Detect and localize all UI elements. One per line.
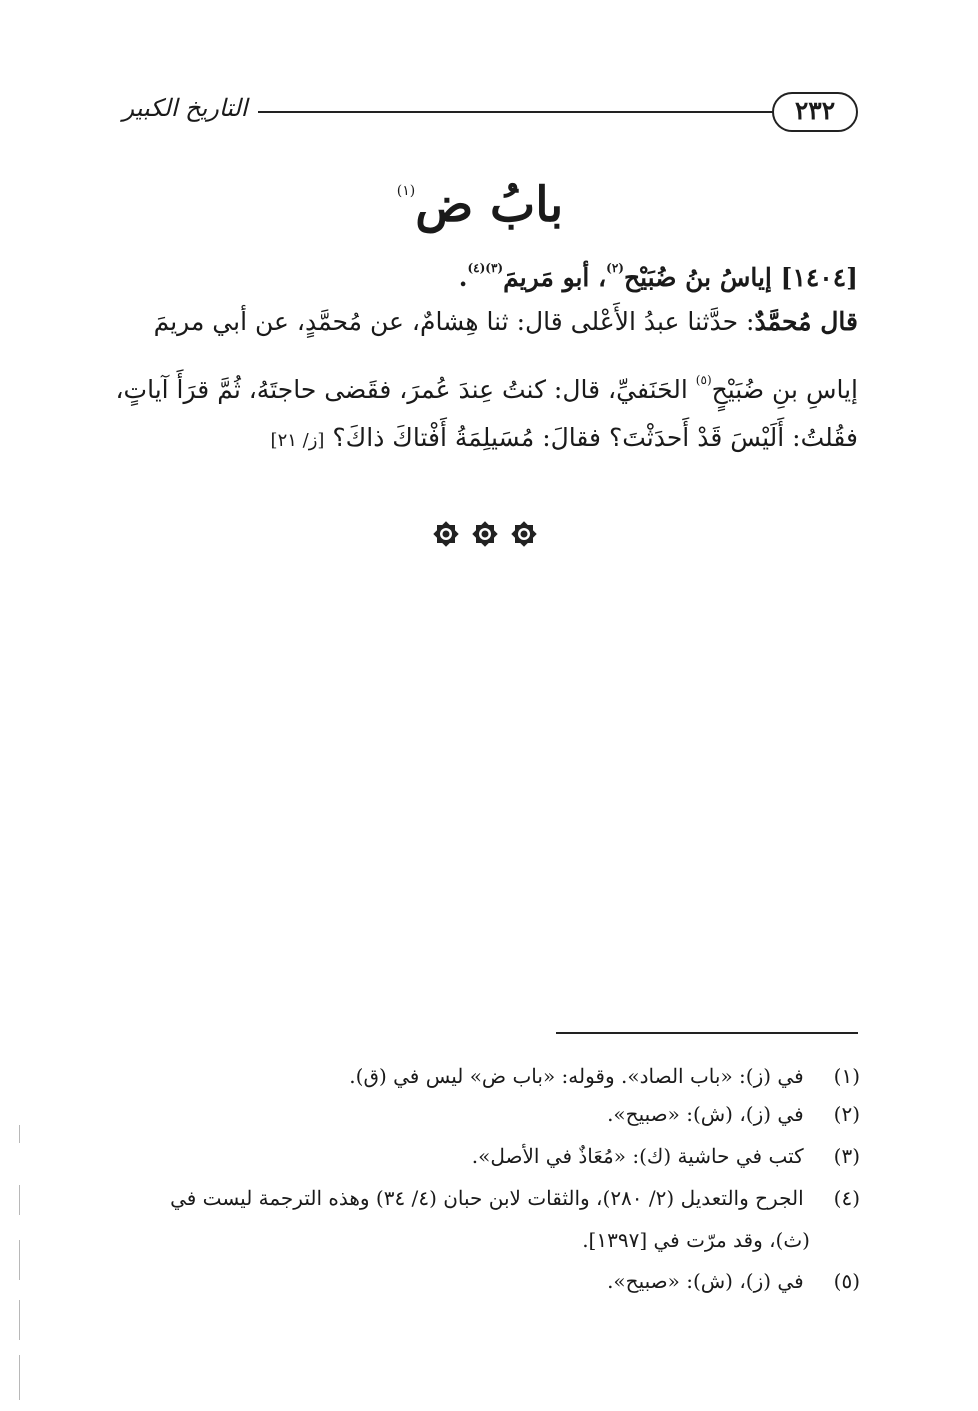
header-rule [258,111,773,113]
body-line-1 [154,302,858,342]
footnote-3 [472,1141,860,1171]
footnote-ref: (٣)(٤) [467,261,504,275]
footnote-separator [556,1032,858,1034]
footnote-1 [349,1061,860,1091]
footnote-number: (٥) [833,1269,860,1293]
body-text: : حدَّثنا عبدُ الأَعْلى قال: ثنا هِشامٌ، عن مُحمَّدٍ، عن أبي مريمَ [153,307,755,336]
chapter-title [380,155,580,241]
footnote-4-continuation [582,1225,810,1255]
page-number: ٢٣٢ [772,92,858,132]
narrator: قال مُحمَّدٌ [754,307,858,336]
ornament-icon [430,518,462,550]
footnote-5 [607,1266,860,1296]
footnote-text: في (ز): «باب الصاد». وقوله: «باب ض» ليس في (ق). [349,1064,804,1088]
footnote-ref: (٥) [695,373,712,387]
footnote-text: كتب في حاشية (ك): «مُعَاذٌ في الأصل». [471,1144,804,1168]
scan-mark [19,1185,20,1215]
entry-kunya: ، أبو مَريمَ [503,263,607,292]
scan-mark [19,1300,20,1340]
entry-number: [١٤٠٤] [780,263,858,292]
body-text: فقُلتُ: أَلَيْسَ قَدْ أَحدَثْتَ؟ فقالَ: مُسَيلِمَةُ أَفْتاكَ ذاكَ؟ [332,423,858,452]
footnote-4 [170,1183,860,1213]
body-line-2 [115,360,858,410]
footnote-text: (ث)، وقد مرّت في [١٣٩٧]. [582,1228,810,1252]
footnote-text: الجرح والتعديل (٢/ ٢٨٠)، والثقات لابن حبان (٤/ ٣٤) وهذه الترجمة ليست في [170,1186,804,1210]
footnote-ref: (٢) [606,261,624,275]
entry-heading [459,248,858,298]
body-line-3 [271,418,858,461]
scan-mark [19,1355,20,1400]
scan-mark [19,1125,20,1143]
chapter-title-text: بابُ ض [415,177,564,233]
footnote-number: (٣) [833,1144,860,1168]
ornament-icon [508,518,540,550]
ornament-icon [469,518,501,550]
entry-end: . [458,263,468,292]
footnote-2 [607,1099,860,1129]
footnote-number: (١) [833,1064,860,1088]
footnote-number: (٢) [833,1102,860,1126]
section-ornaments [430,518,540,552]
running-header-title: التاريخ الكبير [122,94,248,122]
footnote-text: في (ز)، (ش): «صبيح». [607,1102,804,1126]
scan-mark [19,1240,20,1280]
body-text: إياسِ بنِ ضُبَيْحٍ [711,375,858,404]
footnote-ref: (١) [396,183,416,199]
footnote-text: في (ز)، (ش): «صبيح». [607,1269,804,1293]
manuscript-marker: [ز/ ٢١] [270,430,325,451]
body-text: الحَنَفيِّ، قال: كنتُ عِندَ عُمرَ، فقَضى حاجتَهُ، ثُمَّ قرَأَ آياتٍ، [115,375,696,404]
entry-name: إياسُ بنُ ضُبَيْح [623,263,772,292]
footnote-number: (٤) [833,1186,860,1210]
